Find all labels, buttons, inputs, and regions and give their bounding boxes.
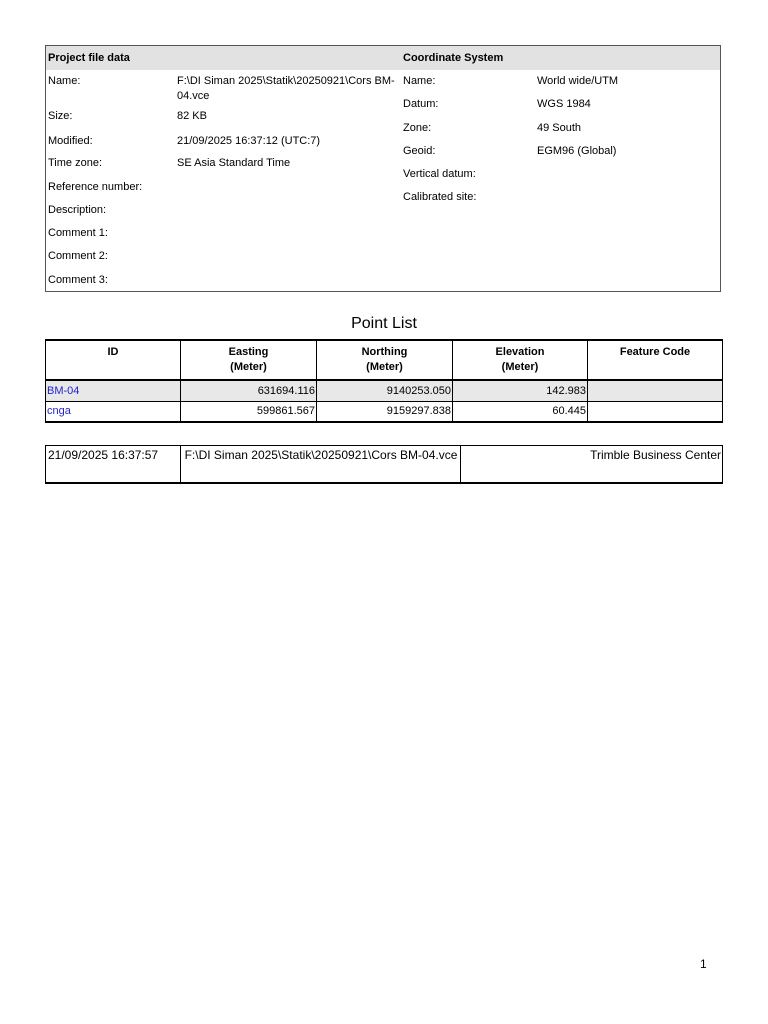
feature-code-cell bbox=[588, 401, 723, 422]
header-feature-code bbox=[588, 340, 723, 380]
header-id bbox=[46, 340, 181, 380]
header-elevation-line1: Elevation bbox=[495, 346, 545, 358]
header-easting bbox=[181, 340, 317, 380]
project-heading: Project file data bbox=[48, 52, 130, 64]
header-northing bbox=[317, 340, 453, 380]
project-name-label: Name: bbox=[48, 75, 81, 87]
project-reference-label: Reference number: bbox=[48, 181, 143, 193]
table-row bbox=[46, 380, 723, 401]
project-timezone-value: SE Asia Standard Time bbox=[177, 157, 291, 169]
cs-calibrated-site-label: Calibrated site: bbox=[403, 191, 477, 203]
project-comment3-label: Comment 3: bbox=[48, 274, 108, 286]
elevation-cell: 60.445 bbox=[453, 401, 588, 422]
cs-datum-value: WGS 1984 bbox=[537, 98, 591, 110]
cs-zone-label: Zone: bbox=[403, 122, 432, 134]
coordinate-system-heading: Coordinate System bbox=[403, 52, 504, 64]
header-northing-line2: (Meter) bbox=[366, 361, 403, 373]
project-size-value: 82 KB bbox=[177, 110, 207, 122]
footer-datetime: 21/09/2025 16:37:57 bbox=[46, 446, 181, 484]
project-comment1-label: Comment 1: bbox=[48, 227, 108, 239]
cs-datum-label: Datum: bbox=[403, 98, 439, 110]
header-elevation bbox=[453, 340, 588, 380]
report-footer-table bbox=[45, 445, 723, 484]
easting-cell: 599861.567 bbox=[181, 401, 317, 422]
point-list-table bbox=[45, 339, 723, 423]
project-size-label: Size: bbox=[48, 110, 73, 122]
header-northing-line1: Northing bbox=[361, 346, 408, 358]
northing-cell: 9140253.050 bbox=[317, 380, 453, 401]
cs-vertical-datum-label: Vertical datum: bbox=[403, 168, 476, 180]
project-info-box bbox=[45, 45, 721, 292]
point-id-link[interactable]: BM-04 bbox=[46, 380, 181, 401]
info-header-bar bbox=[46, 46, 720, 70]
header-easting-line1: Easting bbox=[228, 346, 269, 358]
point-id-link[interactable]: cnga bbox=[46, 401, 181, 422]
page-number: 1 bbox=[700, 957, 707, 971]
project-name-value: F:\DI Siman 2025\Statik\20250921\Cors BM-04.vce bbox=[177, 75, 395, 102]
cs-geoid-label: Geoid: bbox=[403, 145, 436, 157]
feature-code-cell bbox=[588, 380, 723, 401]
header-easting-line2: (Meter) bbox=[230, 361, 267, 373]
point-list-title: Point List bbox=[351, 315, 417, 332]
header-id-line1: ID bbox=[107, 346, 119, 358]
cs-zone-value: 49 South bbox=[537, 122, 582, 134]
cs-geoid-value: EGM96 (Global) bbox=[537, 145, 617, 157]
footer-software: Trimble Business Center bbox=[461, 446, 723, 484]
footer-row bbox=[46, 446, 723, 484]
header-elevation-line2: (Meter) bbox=[501, 361, 539, 373]
project-modified-value: 21/09/2025 16:37:12 (UTC:7) bbox=[177, 135, 321, 147]
point-list-header-row bbox=[46, 340, 723, 380]
project-timezone-label: Time zone: bbox=[48, 157, 103, 169]
northing-cell: 9159297.838 bbox=[317, 401, 453, 422]
elevation-cell: 142.983 bbox=[453, 380, 588, 401]
footer-file-path: F:\DI Siman 2025\Statik\20250921\Cors BM-04.vce bbox=[181, 446, 461, 484]
cs-name-value: World wide/UTM bbox=[537, 75, 619, 87]
header-feature-code-line1: Feature Code bbox=[619, 346, 691, 358]
easting-cell: 631694.116 bbox=[181, 380, 317, 401]
project-modified-label: Modified: bbox=[48, 135, 93, 147]
cs-name-label: Name: bbox=[403, 75, 436, 87]
project-description-label: Description: bbox=[48, 204, 107, 216]
table-row bbox=[46, 401, 723, 422]
project-comment2-label: Comment 2: bbox=[48, 250, 108, 262]
